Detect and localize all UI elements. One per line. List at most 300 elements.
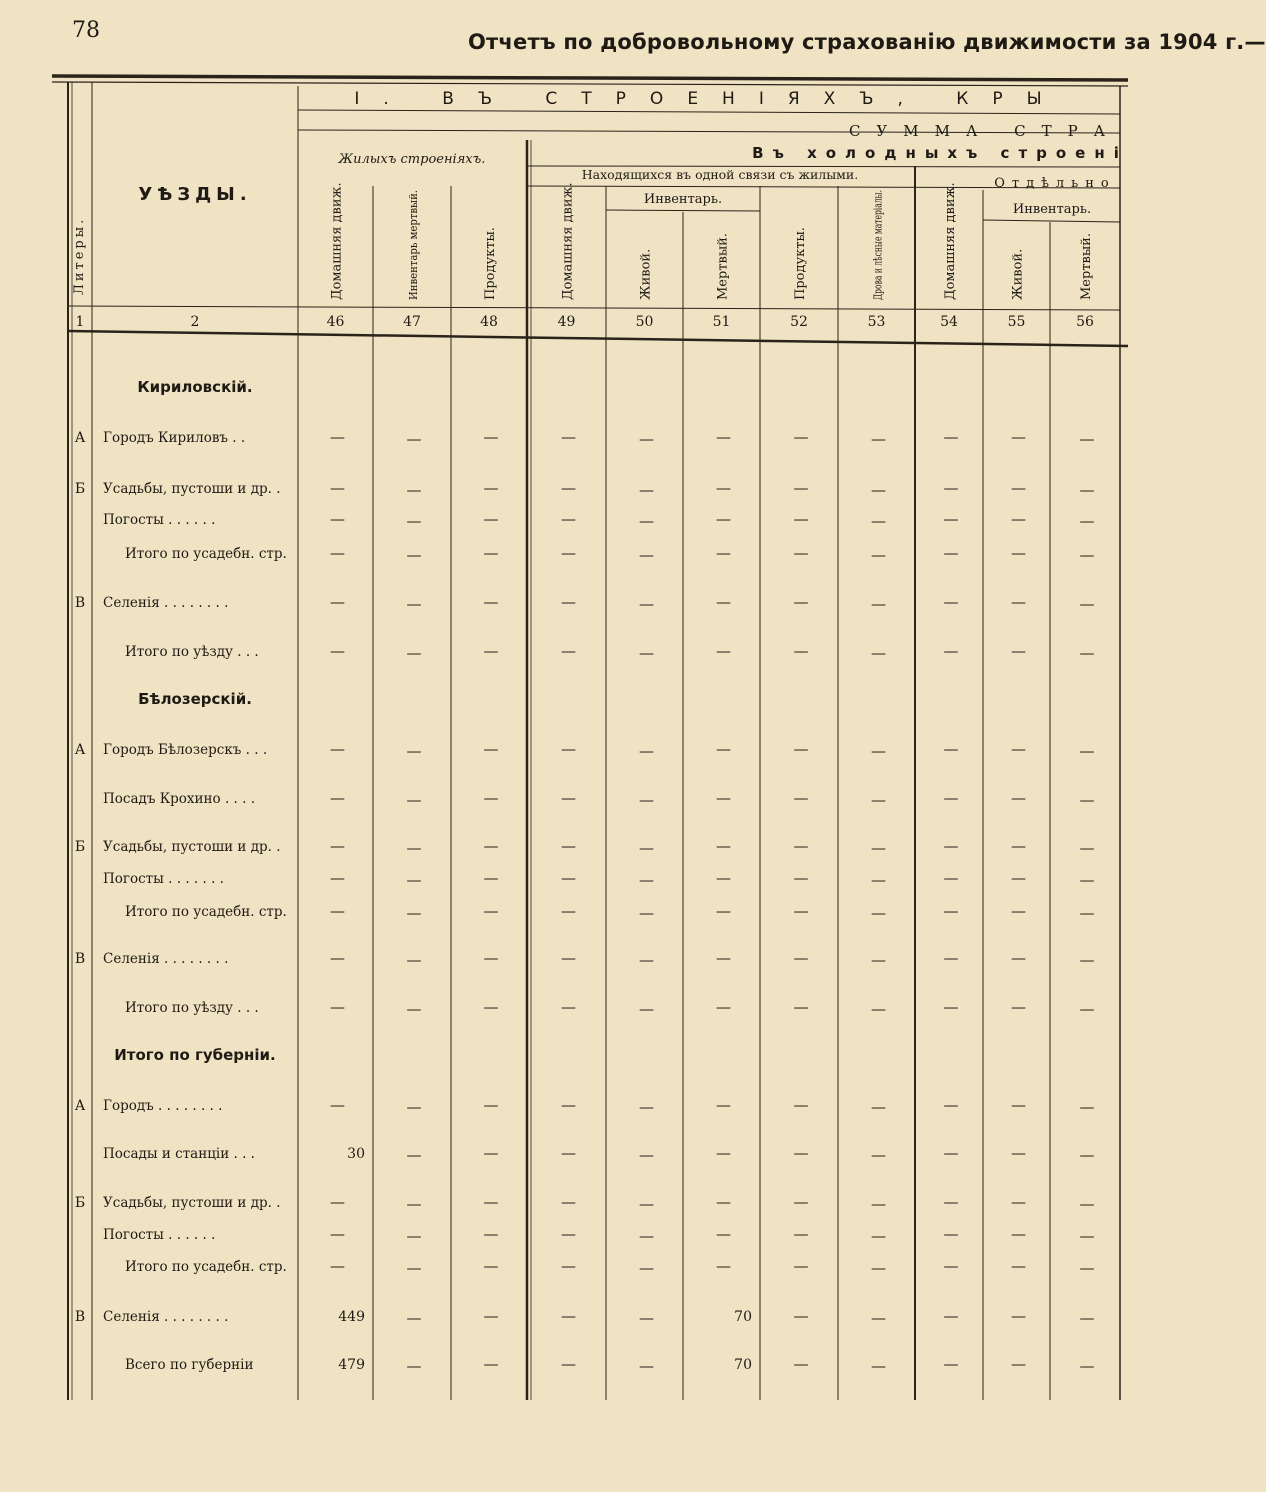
cell-col-55: — [1011, 740, 1026, 758]
row-name: Итого по усадебн. стр. [125, 904, 287, 920]
cell-col-54: — [943, 1355, 959, 1373]
cell-col-50: — [639, 904, 654, 922]
row-letter: В [74, 595, 86, 611]
cell-col-48: — [483, 428, 499, 446]
cell-col-47: — [406, 951, 422, 969]
cell-col-49: — [561, 869, 576, 887]
cell-col-52: — [793, 789, 809, 807]
cell-col-46: — [330, 837, 345, 855]
section-header: I. ВЪ СТРОЕНІЯХЪ, КРЫ [354, 89, 1066, 109]
cell-col-50: — [639, 871, 654, 889]
cell-col-56: — [1079, 791, 1095, 809]
cell-col-55: — [1011, 1144, 1026, 1162]
row-name: Всего по губерніи [125, 1357, 254, 1373]
cell-col-51: — [716, 837, 731, 855]
cell-col-55: — [1011, 1193, 1026, 1211]
cell-col-49: — [561, 949, 576, 967]
cell-col-51: 70 [734, 1309, 752, 1325]
page-title: Отчетъ по добровольному страхованію движимости за 1904 г.— [468, 30, 1266, 54]
row-name: Усадьбы, пустоши и др. . [103, 839, 281, 855]
column-number-52: 52 [790, 314, 808, 330]
cell-col-47: — [406, 1098, 422, 1116]
cell-col-50: — [639, 1259, 654, 1277]
cell-col-47: — [406, 742, 422, 760]
cell-col-52: — [793, 1096, 809, 1114]
cell-col-51: — [716, 1144, 731, 1162]
cell-col-56: — [1079, 839, 1095, 857]
cell-col-50: — [639, 595, 654, 613]
cell-col-52: — [793, 1193, 809, 1211]
cell-col-54: — [943, 789, 959, 807]
cell-col-52: — [793, 902, 809, 920]
cell-col-48: — [483, 510, 499, 528]
table-row [125, 998, 1095, 1018]
cell-col-46: — [330, 1257, 345, 1275]
cell-col-52: — [793, 998, 809, 1016]
cell-col-46: — [330, 1193, 345, 1211]
cell-col-51: — [716, 740, 731, 758]
cell-col-49: — [561, 642, 576, 660]
v-svyazi-header: Находящихся въ одной связи съ жилыми. [581, 167, 859, 182]
cell-col-51: — [716, 869, 731, 887]
cell-col-49: — [561, 1307, 576, 1325]
table-row [75, 1307, 1095, 1327]
cell-col-53: — [871, 481, 886, 499]
row-letter: А [74, 430, 86, 446]
cell-col-48: — [483, 837, 499, 855]
cell-col-47: — [406, 904, 422, 922]
cell-col-52: — [793, 642, 809, 660]
zhilykh-header: Жилыхъ строеніяхъ. [338, 152, 486, 167]
row-name: Погосты . . . . . . [103, 1227, 216, 1243]
cell-col-46: — [330, 998, 345, 1016]
cell-col-46: 30 [347, 1146, 365, 1162]
cell-col-47: — [406, 512, 422, 530]
cell-col-55: — [1011, 593, 1026, 611]
column-number-50: 50 [635, 314, 654, 330]
cell-col-51: — [716, 1193, 731, 1211]
cell-col-55: — [1011, 949, 1026, 967]
cell-col-47: — [406, 1309, 422, 1327]
cell-col-51: — [716, 1096, 731, 1114]
cell-col-56: — [1079, 871, 1095, 889]
column-label-53: Дрова и лѣсные матеріалы. [870, 133, 885, 300]
cell-col-49: — [561, 1225, 576, 1243]
cell-col-48: — [483, 1144, 499, 1162]
kholodnykh-header: Въ холодныхъ строені [752, 144, 1128, 162]
table-row [103, 510, 1095, 530]
cell-col-56: — [1079, 512, 1095, 530]
column-number-48: 48 [480, 314, 498, 330]
cell-col-50: — [639, 1098, 654, 1116]
table-row [103, 869, 1095, 889]
row-letter: В [74, 1309, 86, 1325]
cell-col-50: — [639, 546, 654, 564]
cell-col-48: — [483, 949, 499, 967]
cell-col-47: — [406, 1227, 422, 1245]
cell-col-55: — [1011, 479, 1026, 497]
column-number-56: 56 [1076, 314, 1094, 330]
uezdy-header: УѢЗДЫ. [138, 184, 252, 205]
cell-col-56: — [1079, 1146, 1095, 1164]
cell-col-51: — [716, 428, 731, 446]
cell-col-51: — [716, 998, 731, 1016]
cell-col-51: — [716, 642, 731, 660]
cell-col-50: — [639, 1195, 654, 1213]
table-row [125, 642, 1095, 662]
column-label-48: Продукты. [483, 227, 498, 300]
cell-col-46: — [330, 428, 345, 446]
cell-col-46: — [330, 479, 345, 497]
cell-col-56: — [1079, 1098, 1095, 1116]
cell-col-54: — [943, 1225, 959, 1243]
page-number: 78 [72, 18, 100, 43]
district-name: Итого по губерніи. [114, 1046, 276, 1064]
cell-col-52: — [793, 837, 809, 855]
row-name: Итого по уѣзду . . . [125, 644, 259, 660]
cell-col-54: — [943, 642, 959, 660]
cell-col-52: — [793, 510, 809, 528]
cell-col-51: — [716, 544, 731, 562]
cell-col-51: 70 [734, 1357, 752, 1373]
cell-col-53: — [871, 1259, 886, 1277]
cell-col-55: — [1011, 1257, 1026, 1275]
cell-col-48: — [483, 1193, 499, 1211]
table-row [75, 740, 1095, 760]
cell-col-54: — [943, 593, 959, 611]
column-label-56: Мертвый. [1079, 233, 1094, 300]
cell-col-51: — [716, 789, 731, 807]
district-name: Кириловскій. [137, 378, 253, 396]
column-number-53: 53 [867, 314, 886, 330]
table-row [125, 1355, 1095, 1375]
cell-col-53: — [871, 871, 886, 889]
otdelno-header: Отдѣльно [994, 176, 1116, 191]
cell-col-46: — [330, 949, 345, 967]
cell-col-50: — [639, 1000, 654, 1018]
inventar-a-header: Инвентарь. [643, 192, 723, 207]
cell-col-48: — [483, 789, 499, 807]
row-name: Селенія . . . . . . . . [103, 595, 229, 611]
cell-col-49: — [561, 593, 576, 611]
cell-col-46: — [330, 1096, 345, 1114]
cell-col-50: — [639, 1357, 654, 1375]
table-row [75, 428, 1095, 448]
cell-col-55: — [1011, 1307, 1026, 1325]
cell-col-56: — [1079, 595, 1095, 613]
column-label-55: Живой. [1010, 248, 1026, 300]
cell-col-46: — [330, 510, 345, 528]
cell-col-49: — [561, 1144, 576, 1162]
cell-col-48: — [483, 998, 499, 1016]
column-label-46: Домашняя движ. [329, 182, 345, 300]
cell-col-46: 479 [338, 1357, 365, 1373]
row-name: Погосты . . . . . . [103, 512, 216, 528]
inventar-b-header: Инвентарь. [1012, 202, 1092, 217]
cell-col-54: — [943, 1096, 959, 1114]
cell-col-48: — [483, 544, 499, 562]
table-row [75, 593, 1095, 613]
cell-col-46: — [330, 869, 345, 887]
cell-col-49: — [561, 544, 576, 562]
cell-col-56: — [1079, 481, 1095, 499]
cell-col-49: — [561, 902, 576, 920]
cell-col-53: — [871, 839, 886, 857]
cell-col-49: — [561, 837, 576, 855]
cell-col-53: — [871, 1309, 886, 1327]
cell-col-48: — [483, 902, 499, 920]
row-name: Посады и станціи . . . [103, 1146, 255, 1162]
cell-col-54: — [943, 1193, 959, 1211]
cell-col-53: — [871, 644, 886, 662]
column-number-1: 1 [75, 314, 85, 330]
column-label-54: Домашняя движ. [943, 182, 958, 300]
column-number-49: 49 [557, 314, 576, 330]
cell-col-52: — [793, 544, 809, 562]
column-label-47: Инвентарь мертвый. [406, 174, 420, 300]
cell-col-46: — [330, 593, 345, 611]
cell-col-46: — [330, 789, 345, 807]
cell-col-47: — [406, 1195, 422, 1213]
cell-col-53: — [871, 430, 886, 448]
cell-col-50: — [639, 791, 654, 809]
cell-col-53: — [871, 951, 886, 969]
cell-col-50: — [639, 742, 654, 760]
table-row [75, 837, 1095, 857]
cell-col-49: — [561, 1193, 576, 1211]
cell-col-52: — [793, 1307, 809, 1325]
cell-col-47: — [406, 430, 422, 448]
cell-col-53: — [871, 1357, 886, 1375]
cell-col-54: — [943, 1307, 959, 1325]
cell-col-56: — [1079, 951, 1095, 969]
row-name: Усадьбы, пустоши и др. . [103, 481, 281, 497]
cell-col-50: — [639, 839, 654, 857]
column-number-2: 2 [190, 314, 200, 330]
row-letter: А [74, 1098, 86, 1114]
cell-col-55: — [1011, 642, 1026, 660]
cell-col-46: — [330, 902, 345, 920]
cell-col-49: — [561, 479, 576, 497]
row-name: Городъ Бѣлозерскъ . . . [103, 742, 268, 758]
cell-col-48: — [483, 1225, 499, 1243]
cell-col-47: — [406, 546, 422, 564]
cell-col-55: — [1011, 1225, 1026, 1243]
litery-header: Литеры. [72, 216, 87, 295]
cell-col-47: — [406, 1000, 422, 1018]
cell-col-53: — [871, 1098, 886, 1116]
cell-col-56: — [1079, 1309, 1095, 1327]
column-number-46: 46 [326, 314, 345, 330]
cell-col-52: — [793, 1225, 809, 1243]
cell-col-52: — [793, 1257, 809, 1275]
cell-col-53: — [871, 1146, 886, 1164]
cell-col-47: — [406, 481, 422, 499]
cell-col-55: — [1011, 998, 1026, 1016]
cell-col-50: — [639, 430, 654, 448]
cell-col-46: — [330, 642, 345, 660]
cell-col-54: — [943, 869, 959, 887]
cell-col-55: — [1011, 789, 1026, 807]
cell-col-53: — [871, 595, 886, 613]
cell-col-52: — [793, 1355, 809, 1373]
row-letter: Б [74, 481, 86, 497]
cell-col-53: — [871, 512, 886, 530]
cell-col-53: — [871, 1000, 886, 1018]
cell-col-49: — [561, 789, 576, 807]
row-letter: В [74, 951, 86, 967]
cell-col-53: — [871, 742, 886, 760]
cell-col-50: — [639, 481, 654, 499]
cell-col-55: — [1011, 837, 1026, 855]
row-letter: Б [74, 839, 86, 855]
cell-col-49: — [561, 1257, 576, 1275]
cell-col-47: — [406, 791, 422, 809]
cell-col-54: — [943, 902, 959, 920]
cell-col-53: — [871, 546, 886, 564]
table-row [75, 479, 1095, 499]
column-label-51: Мертвый. [715, 233, 731, 300]
cell-col-49: — [561, 428, 576, 446]
cell-col-56: — [1079, 430, 1095, 448]
cell-col-51: — [716, 949, 731, 967]
column-number-55: 55 [1007, 314, 1026, 330]
cell-col-55: — [1011, 428, 1026, 446]
cell-col-55: — [1011, 1096, 1026, 1114]
column-label-52: Продукты. [793, 227, 808, 300]
cell-col-53: — [871, 791, 886, 809]
cell-col-46: 449 [338, 1309, 365, 1325]
district-name: Бѣлозерскій. [138, 690, 252, 708]
cell-col-47: — [406, 1357, 422, 1375]
cell-col-50: — [639, 951, 654, 969]
table-row [103, 789, 1095, 809]
cell-col-48: — [483, 642, 499, 660]
cell-col-52: — [793, 479, 809, 497]
cell-col-47: — [406, 644, 422, 662]
cell-col-56: — [1079, 1000, 1095, 1018]
cell-col-54: — [943, 1257, 959, 1275]
cell-col-56: — [1079, 644, 1095, 662]
row-letter: Б [74, 1195, 86, 1211]
cell-col-54: — [943, 740, 959, 758]
cell-col-47: — [406, 1259, 422, 1277]
cell-col-48: — [483, 593, 499, 611]
cell-col-48: — [483, 1257, 499, 1275]
row-letter: А [74, 742, 86, 758]
cell-col-48: — [483, 740, 499, 758]
column-number-47: 47 [403, 314, 421, 330]
cell-col-47: — [406, 1146, 422, 1164]
cell-col-55: — [1011, 902, 1026, 920]
row-name: Итого по уѣзду . . . [125, 1000, 259, 1016]
cell-col-49: — [561, 740, 576, 758]
row-name: Городъ Кириловъ . . [103, 430, 246, 446]
cell-col-54: — [943, 837, 959, 855]
cell-col-49: — [561, 998, 576, 1016]
cell-col-48: — [483, 1307, 499, 1325]
column-label-50: Живой. [638, 248, 654, 300]
cell-col-56: — [1079, 1357, 1095, 1375]
cell-col-56: — [1079, 904, 1095, 922]
cell-col-55: — [1011, 544, 1026, 562]
cell-col-56: — [1079, 1227, 1095, 1245]
cell-col-48: — [483, 1096, 499, 1114]
cell-col-46: — [330, 740, 345, 758]
summa-header: СУММА СТРА [848, 122, 1122, 140]
cell-col-50: — [639, 512, 654, 530]
row-name: Селенія . . . . . . . . [103, 951, 229, 967]
cell-col-54: — [943, 479, 959, 497]
cell-col-49: — [561, 510, 576, 528]
cell-col-51: — [716, 510, 731, 528]
row-name: Посадъ Крохино . . . . [103, 791, 255, 807]
table-row [125, 902, 1095, 922]
cell-col-46: — [330, 544, 345, 562]
column-number-51: 51 [712, 314, 731, 330]
cell-col-56: — [1079, 742, 1095, 760]
cell-col-53: — [871, 1227, 886, 1245]
cell-col-54: — [943, 998, 959, 1016]
table-row [75, 949, 1095, 969]
cell-col-49: — [561, 1355, 576, 1373]
cell-col-54: — [943, 428, 959, 446]
row-name: Погосты . . . . . . . [103, 871, 224, 887]
cell-col-49: — [561, 1096, 576, 1114]
cell-col-55: — [1011, 869, 1026, 887]
cell-col-55: — [1011, 1355, 1026, 1373]
cell-col-48: — [483, 479, 499, 497]
cell-col-51: — [716, 902, 731, 920]
cell-col-50: — [639, 1309, 654, 1327]
cell-col-52: — [793, 593, 809, 611]
cell-col-56: — [1079, 1195, 1095, 1213]
cell-col-47: — [406, 595, 422, 613]
district-heading [138, 690, 252, 708]
row-name: Итого по усадебн. стр. [125, 1259, 287, 1275]
cell-col-52: — [793, 428, 809, 446]
cell-col-50: — [639, 1146, 654, 1164]
column-label-49: Домашняя движ. [560, 182, 576, 300]
cell-col-52: — [793, 1144, 809, 1162]
cell-col-48: — [483, 1355, 499, 1373]
cell-col-56: — [1079, 1259, 1095, 1277]
cell-col-56: — [1079, 546, 1095, 564]
row-name: Селенія . . . . . . . . [103, 1309, 229, 1325]
cell-col-51: — [716, 1257, 731, 1275]
cell-col-51: — [716, 1225, 731, 1243]
cell-col-52: — [793, 740, 809, 758]
cell-col-54: — [943, 510, 959, 528]
district-heading [137, 378, 252, 396]
table-row [125, 1257, 1095, 1277]
district-heading [114, 1046, 276, 1064]
cell-col-55: — [1011, 510, 1026, 528]
cell-col-54: — [943, 949, 959, 967]
table-row [125, 544, 1095, 564]
cell-col-54: — [943, 544, 959, 562]
cell-col-51: — [716, 593, 731, 611]
cell-col-53: — [871, 1195, 886, 1213]
table-row [75, 1096, 1095, 1116]
cell-col-48: — [483, 869, 499, 887]
cell-col-51: — [716, 479, 731, 497]
cell-col-47: — [406, 839, 422, 857]
row-name: Усадьбы, пустоши и др. . [103, 1195, 281, 1211]
cell-col-50: — [639, 1227, 654, 1245]
row-name: Итого по усадебн. стр. [125, 546, 287, 562]
row-name: Городъ . . . . . . . . [103, 1098, 223, 1114]
